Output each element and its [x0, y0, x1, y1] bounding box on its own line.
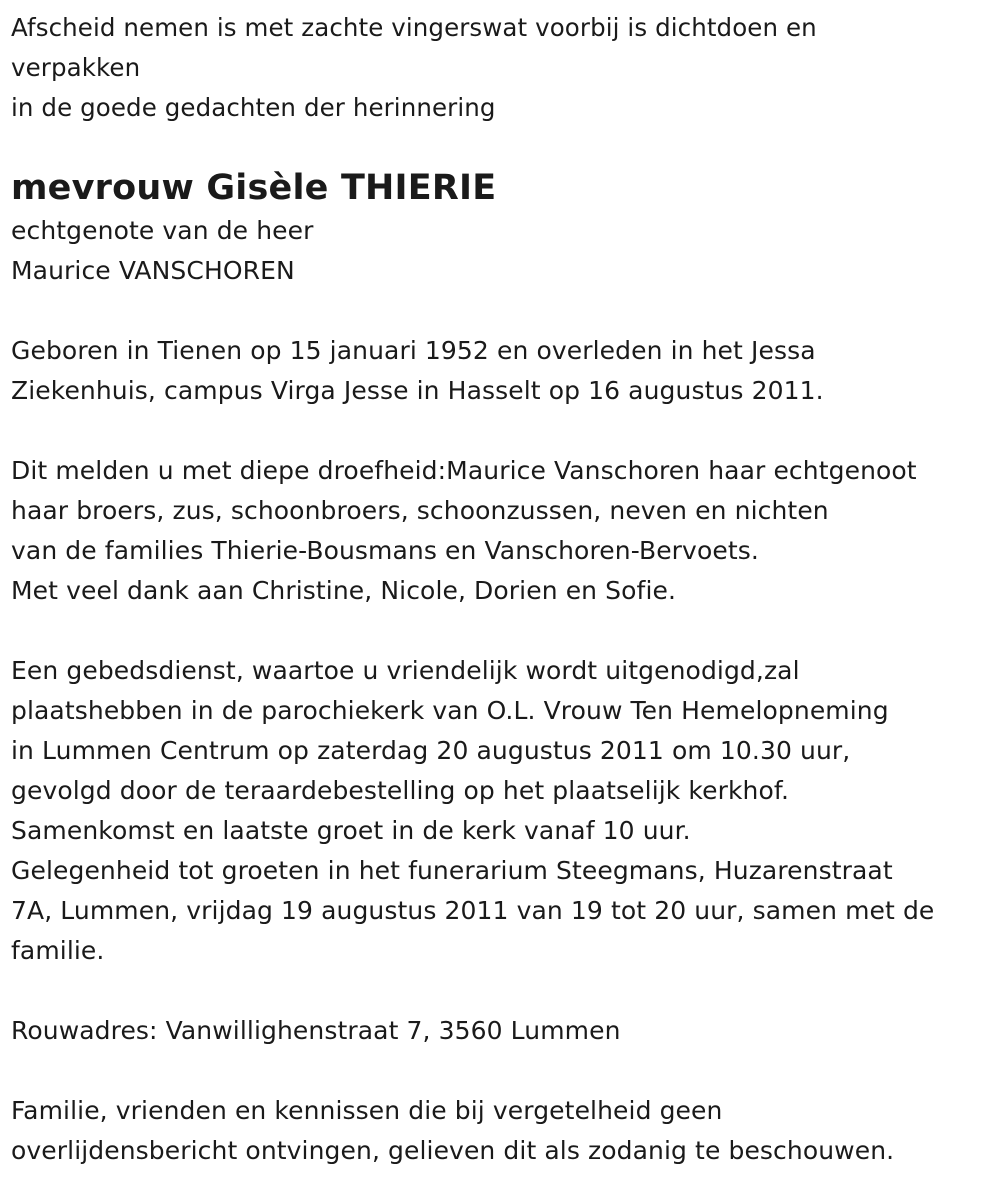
spouse-info [11, 211, 996, 291]
deceased-name: mevrouw Gisèle THIERIE [11, 168, 497, 208]
closing-paragraph [11, 1091, 996, 1171]
paragraph-line: Gelegenheid tot groeten in het funerarium Steegmans, Huzarenstraat [11, 856, 893, 885]
paragraph-line: gevolgd door de teraardebestelling op het plaatselijk kerkhof. [11, 776, 790, 805]
paragraph-line: Een gebedsdienst, waartoe u vriendelijk wordt uitgenodigd,zal [11, 656, 800, 685]
poem-line: in de goede gedachten der herinnering [11, 93, 496, 122]
paragraph-line: van de families Thierie-Bousmans en Vanschoren-Bervoets. [11, 536, 759, 565]
paragraph-line: 7A, Lummen, vrijdag 19 augustus 2011 van 19 tot 20 uur, samen met de [11, 896, 935, 925]
announcement-paragraph [11, 451, 996, 611]
spouse-line: echtgenote van de heer [11, 216, 314, 245]
paragraph-line: overlijdensbericht ontvingen, gelieven dit als zodanig te beschouwen. [11, 1136, 895, 1165]
paragraph-line: Met veel dank aan Christine, Nicole, Dorien en Sofie. [11, 576, 677, 605]
paragraph-line: Dit melden u met diepe droefheid:Maurice Vanschoren haar echtgenoot [11, 456, 917, 485]
paragraph-line: in Lummen Centrum op zaterdag 20 augustus 2011 om 10.30 uur, [11, 736, 851, 765]
poem-line: Afscheid nemen is met zachte vingerswat voorbij is dichtdoen en [11, 13, 817, 42]
paragraph-line: Ziekenhuis, campus Virga Jesse in Hasselt op 16 augustus 2011. [11, 376, 824, 405]
poem-line: verpakken [11, 53, 141, 82]
paragraph-line: plaatshebben in de parochiekerk van O.L. Vrouw Ten Hemelopneming [11, 696, 889, 725]
paragraph-line: Samenkomst en laatste groet in de kerk vanaf 10 uur. [11, 816, 691, 845]
paragraph-line: haar broers, zus, schoonbroers, schoonzussen, neven en nichten [11, 496, 829, 525]
mourning-address [11, 1011, 996, 1051]
opening-poem [11, 8, 996, 128]
obituary-document [11, 8, 996, 1171]
address-line: Rouwadres: Vanwillighenstraat 7, 3560 Lummen [11, 1016, 621, 1045]
spouse-line: Maurice VANSCHOREN [11, 256, 295, 285]
paragraph-line: Geboren in Tienen op 15 januari 1952 en overleden in het Jessa [11, 336, 816, 365]
service-paragraph [11, 651, 996, 971]
paragraph-line: Familie, vrienden en kennissen die bij vergetelheid geen [11, 1096, 723, 1125]
paragraph-line: familie. [11, 936, 105, 965]
birth-death-paragraph [11, 331, 996, 411]
